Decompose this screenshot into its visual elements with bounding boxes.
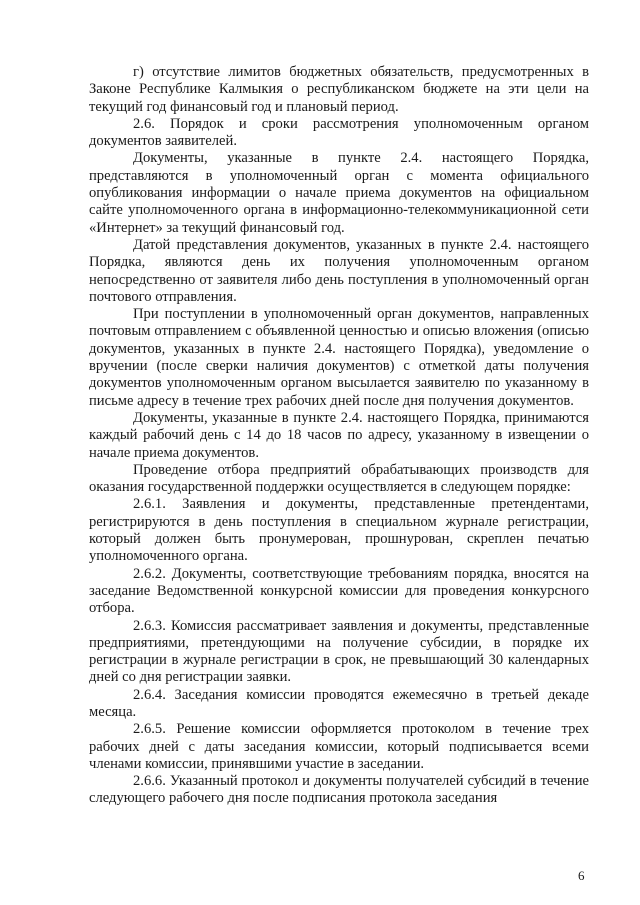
paragraph-2-6-3: 2.6.3. Комиссия рассматривает заявления и документы, представленные предприятиями, претендующими на получение субсидии, в порядке их регистрации в журнале регистрации в срок, не превышающий 30 календарных дней со дня регистрации заявки.: [89, 617, 589, 686]
paragraph-submission-date: Датой представления документов, указанных в пункте 2.4. настоящего Порядка, являются день их получения уполномоченным органом непосредственно от заявителя либо день поступления в уполномоченный орган почтового отправления.: [89, 236, 589, 305]
paragraph-section-2-6: 2.6. Порядок и сроки рассмотрения уполномоченным органом документов заявителей.: [89, 115, 589, 150]
paragraph-2-6-5: 2.6.5. Решение комиссии оформляется протоколом в течение трех рабочих дней с даты заседания комиссии, который подписывается всеми членами комиссии, принявшими участие в заседании.: [89, 721, 589, 772]
paragraph-2-6-2: 2.6.2. Документы, соответствующие требованиям порядка, вносятся на заседание Ведомственной конкурсной комиссии для проведения конкурсного отбора.: [89, 565, 589, 617]
document-body: [89, 64, 589, 808]
paragraph-2-6-4: 2.6.4. Заседания комиссии проводятся ежемесячно в третьей декаде месяца.: [89, 686, 589, 720]
paragraph-documents-submission: Документы, указанные в пункте 2.4. настоящего Порядка, представляются в уполномоченный орган с момента официального опубликования информации о начале приема документов на официальном сайте уполномоченного органа в информационно-телекоммуникационной сети «Интернет» за текущий финансовый год.: [89, 150, 589, 236]
paragraph-selection-procedure: Проведение отбора предприятий обрабатывающих производств для оказания государственной поддержки осуществляется в следующем порядке:: [89, 461, 589, 496]
paragraph-2-6-1: 2.6.1. Заявления и документы, представленные претендентами, регистрируются в день поступления в специальном журнале регистрации, который должен быть пронумерован, прошнурован, скреплен печатью уполномоченного органа.: [89, 496, 589, 565]
paragraph-2-6-6: 2.6.6. Указанный протокол и документы получателей субсидий в течение следующего рабочего дня после подписания протокола заседания: [89, 773, 589, 807]
page-number: 6: [578, 868, 585, 883]
paragraph-postal-receipt: При поступлении в уполномоченный орган документов, направленных почтовым отправлением с объявленной ценностью и описью вложения (описью документов, указанных в пункте 2.4. настоящего Порядка), уведомление о вручении (после сверки наличия документов) с отметкой даты получения документов уполномоченным органом высылается заявителю по указанному в письме адресу в течение трех рабочих дней после дня получения документов.: [89, 306, 589, 409]
paragraph-reception-hours: Документы, указанные в пункте 2.4. настоящего Порядка, принимаются каждый рабочий день с 14 до 18 часов по адресу, указанному в извещении о начале приема документов.: [89, 409, 589, 461]
paragraph-item-g: г) отсутствие лимитов бюджетных обязательств, предусмотренных в Законе Республике Калмыкия о республиканском бюджете на эти цели на текущий год финансовый год и плановый период.: [89, 64, 589, 115]
